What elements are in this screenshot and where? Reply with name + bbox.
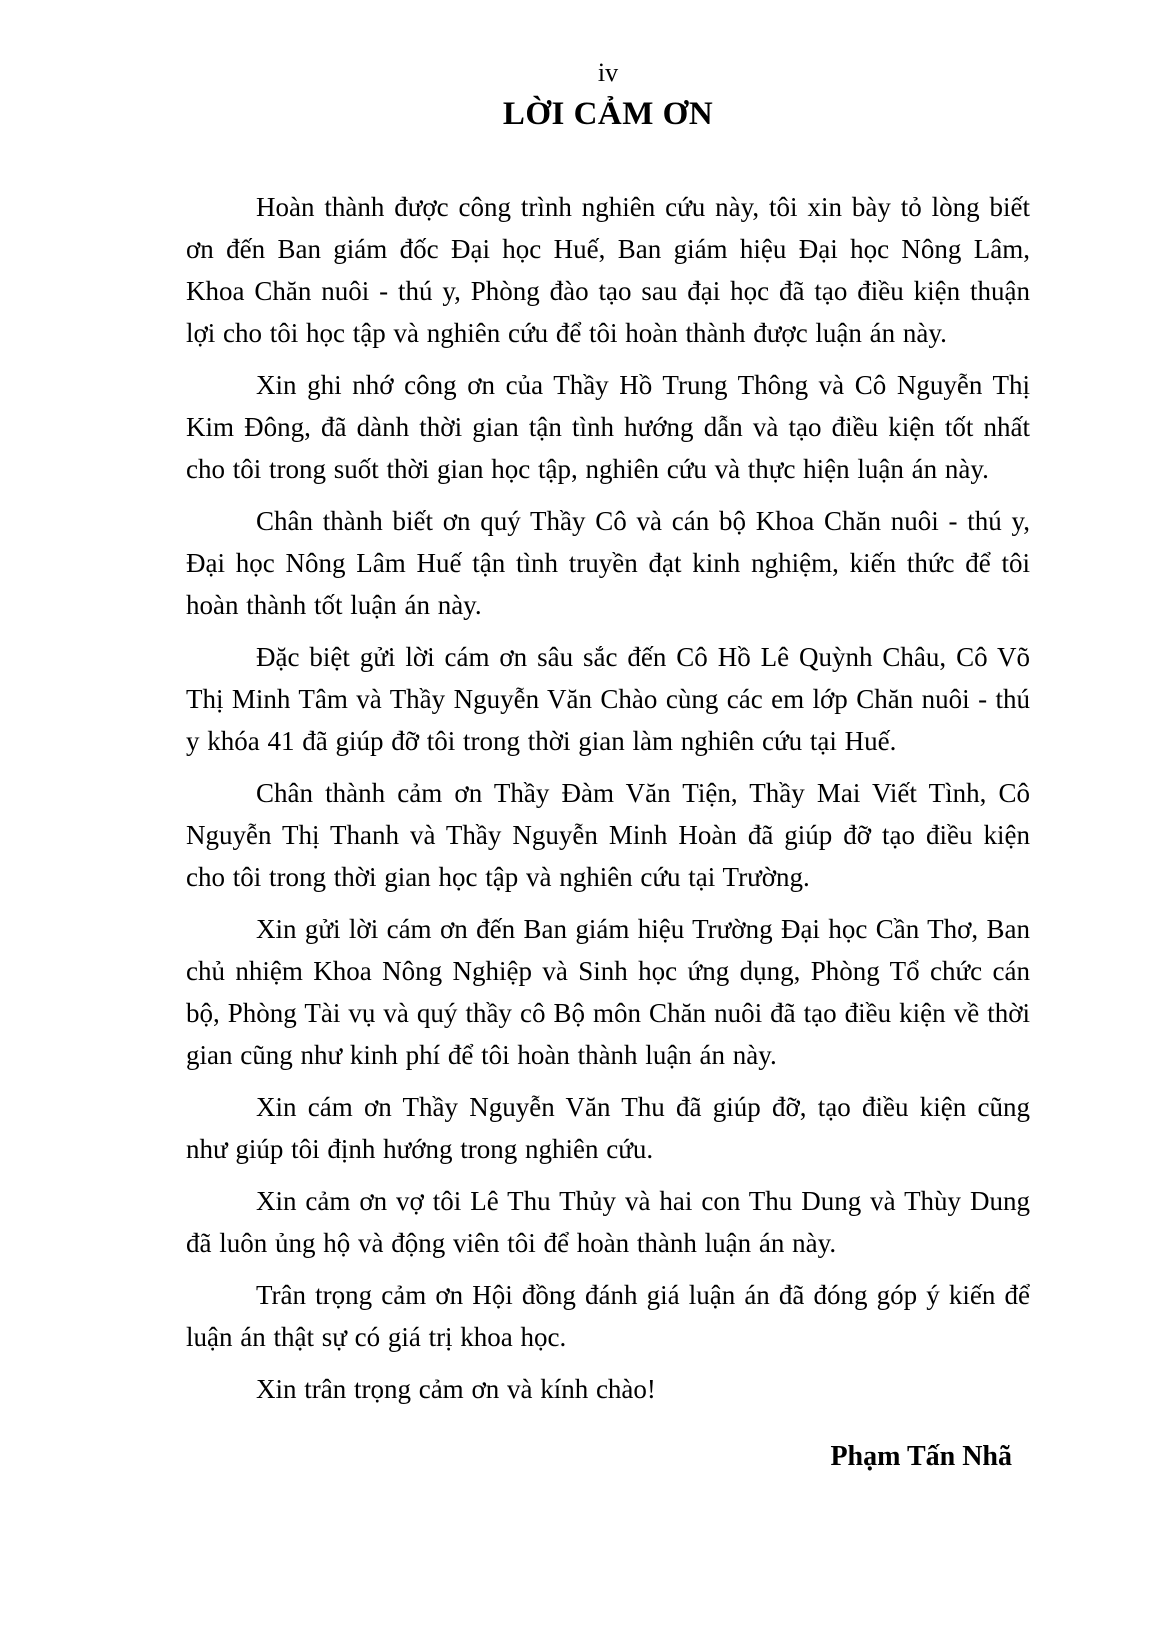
- paragraph: Chân thành cảm ơn Thầy Đàm Văn Tiện, Thầy Mai Viết Tình, Cô Nguyễn Thị Thanh và Thầy Nguyễn Minh Hoàn đã giúp đỡ tạo điều kiện cho tôi trong thời gian học tập và nghiên cứu tại Trường.: [186, 778, 1030, 892]
- paragraph: Xin gửi lời cám ơn đến Ban giám hiệu Trường Đại học Cần Thơ, Ban chủ nhiệm Khoa Nông Nghiệp và Sinh học ứng dụng, Phòng Tổ chức cán bộ, Phòng Tài vụ và quý thầy cô Bộ môn Chăn nuôi đã tạo điều kiện về thời gian cũng như kinh phí để tôi hoàn thành luận án này.: [186, 914, 1030, 1070]
- paragraph: Chân thành biết ơn quý Thầy Cô và cán bộ Khoa Chăn nuôi - thú y, Đại học Nông Lâm Huế tận tình truyền đạt kinh nghiệm, kiến thức để tôi hoàn thành tốt luận án này.: [186, 506, 1030, 620]
- paragraph: Đặc biệt gửi lời cám ơn sâu sắc đến Cô Hồ Lê Quỳnh Châu, Cô Võ Thị Minh Tâm và Thầy Nguyễn Văn Chào cùng các em lớp Chăn nuôi - thú y khóa 41 đã giúp đỡ tôi trong thời gian làm nghiên cứu tại Huế.: [186, 642, 1030, 756]
- paragraph: Hoàn thành được công trình nghiên cứu này, tôi xin bày tỏ lòng biết ơn đến Ban giám đốc Đại học Huế, Ban giám hiệu Đại học Nông Lâm, Khoa Chăn nuôi - thú y, Phòng đào tạo sau đại học đã tạo điều kiện thuận lợi cho tôi học tập và nghiên cứu để tôi hoàn thành được luận án này.: [186, 192, 1030, 348]
- paragraph: Xin ghi nhớ công ơn của Thầy Hồ Trung Thông và Cô Nguyễn Thị Kim Đông, đã dành thời gian tận tình hướng dẫn và tạo điều kiện tốt nhất cho tôi trong suốt thời gian học tập, nghiên cứu và thực hiện luận án này.: [186, 370, 1030, 484]
- paragraph: Xin cảm ơn vợ tôi Lê Thu Thủy và hai con Thu Dung và Thùy Dung đã luôn ủng hộ và động viên tôi để hoàn thành luận án này.: [186, 1186, 1030, 1258]
- paragraph: Trân trọng cảm ơn Hội đồng đánh giá luận án đã đóng góp ý kiến để luận án thật sự có giá trị khoa học.: [186, 1280, 1030, 1352]
- paragraph: Xin cám ơn Thầy Nguyễn Văn Thu đã giúp đỡ, tạo điều kiện cũng như giúp tôi định hướng trong nghiên cứu.: [186, 1092, 1030, 1164]
- page-title: LỜI CẢM ƠN: [502, 96, 714, 132]
- page-number: iv: [597, 58, 619, 87]
- acknowledgments-body: [186, 186, 1030, 1410]
- author-signature: Phạm Tấn Nhã: [830, 1441, 1012, 1472]
- paragraph: Xin trân trọng cảm ơn và kính chào!: [256, 1374, 656, 1404]
